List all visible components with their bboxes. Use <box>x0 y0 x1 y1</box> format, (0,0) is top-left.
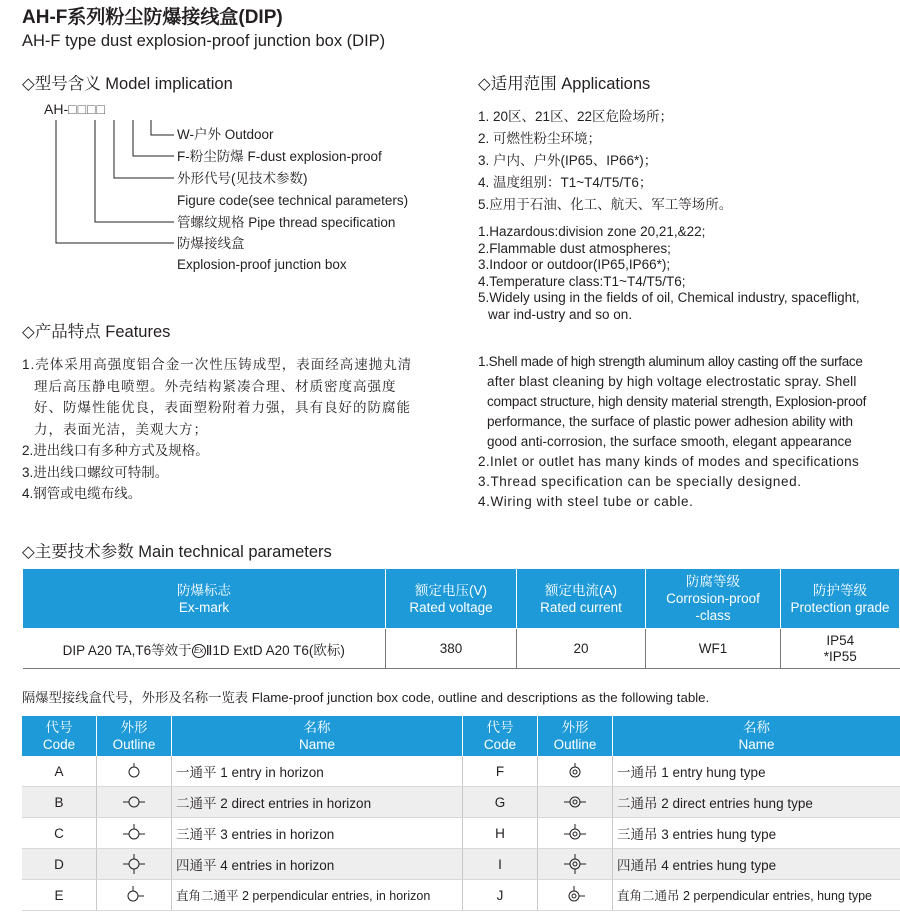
applications-cn-item: 5.应用于石油、化工、航天、军工等场所。 <box>478 197 733 212</box>
outline-cell <box>538 849 613 880</box>
page-subtitle: AH-F type dust explosion-proof junction box (DIP) <box>22 32 386 50</box>
perpendicular-hung-icon <box>564 885 586 905</box>
name-cell: 一通吊 1 entry hung type <box>613 756 900 787</box>
name-cell: 直角二通吊 2 perpendicular entries, hung type <box>613 880 900 911</box>
applications-cn-item: 4. 温度组别：T1~T4/T5/T6； <box>478 175 653 190</box>
features-cn-item: 1.壳体采用高强度铝合金一次性压铸成型，表面经高速抛丸清理后高压静电喷塑。外壳结构紧凑合理、材质密度高强度好、防爆性能优良，表面塑粉附着力强，具有良好的防腐能力，表面光洁，美观大方； <box>22 357 413 437</box>
applications-cn-list <box>478 106 732 216</box>
features-en-item: 3.Thread specification can be specially designed. <box>478 474 802 489</box>
code-cell: H <box>463 818 538 849</box>
one-way-horizontal-icon <box>123 762 145 780</box>
model-connector-lines <box>40 118 180 268</box>
outline-cell <box>538 880 613 911</box>
features-cn-list <box>22 354 414 505</box>
code-header: 代号 Code <box>22 716 97 756</box>
params-header-corrosion: 防腐等级 Corrosion-proof -class <box>646 569 781 629</box>
params-corrosion-value: WF1 <box>646 629 781 669</box>
code-cell: C <box>22 818 97 849</box>
outline-cell <box>538 787 613 818</box>
applications-cn-item: 3. 户内、户外(IP65、IP66*)； <box>478 153 658 168</box>
model-item-box-en: Explosion-proof junction box <box>177 257 347 272</box>
outline-cell <box>538 756 613 787</box>
applications-cn-item: 1. 20区、21区、22区危险场所； <box>478 109 674 124</box>
code-cell: D <box>22 849 97 880</box>
code-cell: G <box>463 787 538 818</box>
outline-cell <box>97 787 172 818</box>
model-code <box>44 101 106 117</box>
name-header: 名称 Name <box>613 716 900 756</box>
params-header-voltage: 额定电压(V) Rated voltage <box>386 569 517 629</box>
outline-table <box>22 716 900 911</box>
name-cell: 三通吊 3 entries hung type <box>613 818 900 849</box>
params-table <box>22 568 900 669</box>
params-header-protection: 防护等级 Protection grade <box>781 569 900 629</box>
outline-cell <box>97 756 172 787</box>
code-header: 代号 Code <box>463 716 538 756</box>
name-cell: 二通吊 2 direct entries hung type <box>613 787 900 818</box>
table-row <box>22 756 900 787</box>
features-en-item: 2.Inlet or outlet has many kinds of modes and specifications <box>478 454 860 469</box>
model-item-figure-cn: 外形代号(见技术参数) <box>177 171 308 186</box>
ex-symbol-icon: Ex <box>192 644 206 658</box>
outline-header: 外形 Outline <box>538 716 613 756</box>
params-exmark-value: DIP A20 TA,T6等效于 Ex Ⅱ1D ExtD A20 T6(欧标) <box>23 629 386 669</box>
applications-en-list <box>478 224 860 323</box>
table-row <box>22 880 900 911</box>
features-heading: ◇产品特点 Features <box>22 323 171 341</box>
one-way-hung-icon <box>564 762 586 780</box>
features-en-list <box>478 352 866 512</box>
outline-cell <box>538 818 613 849</box>
applications-cn-item: 2. 可燃性粉尘环境； <box>478 131 602 146</box>
code-cell: B <box>22 787 97 818</box>
params-voltage-value: 380 <box>386 629 517 669</box>
code-cell: F <box>463 756 538 787</box>
table-row <box>22 818 900 849</box>
four-way-horizontal-icon <box>122 853 146 875</box>
outline-cell <box>97 880 172 911</box>
model-heading: ◇型号含义 Model implication <box>22 75 233 93</box>
applications-en-item: war ind-ustry and so on. <box>488 306 633 322</box>
applications-en-item: 1.Hazardous:division zone 20,21,&22; <box>478 224 706 239</box>
model-code-boxes: □□□□ <box>68 101 106 117</box>
code-cell: J <box>463 880 538 911</box>
applications-en-item: 5.Widely using in the fields of oil, Chemical industry, spaceflight, <box>478 290 860 305</box>
features-cn-item: 4.钢管或电缆布线。 <box>22 486 142 501</box>
applications-en-item: 2.Flammable dust atmospheres; <box>478 240 671 256</box>
name-cell: 二通平 2 direct entries in horizon <box>172 787 463 818</box>
applications-en-item: 3.Indoor or outdoor(IP65,IP66*); <box>478 257 671 272</box>
features-en-item: compact structure, high density material strength, Explosion-proof <box>487 394 867 409</box>
features-en-item: good anti-corrosion, the surface smooth, elegant appearance <box>487 434 852 449</box>
code-cell: I <box>463 849 538 880</box>
model-item-box-cn: 防爆接线盒 <box>177 236 245 251</box>
page-title: AH-F系列粉尘防爆接线盒(DIP) <box>22 7 283 28</box>
outline-cell <box>97 818 172 849</box>
name-cell: 四通吊 4 entries hung type <box>613 849 900 880</box>
code-cell: E <box>22 880 97 911</box>
outline-table-caption: 隔爆型接线盒代号，外形及名称一览表 Flame-proof junction box code, outline and descriptions as the following table. <box>22 690 710 705</box>
table-row <box>22 787 900 818</box>
features-en-item: 1.Shell made of high strength aluminum alloy casting off the surface <box>478 354 863 369</box>
three-way-horizontal-icon <box>122 823 146 843</box>
model-item-thread: 管螺纹规格 Pipe thread specification <box>177 215 396 230</box>
applications-en-item: 4.Temperature class:T1~T4/T5/T6; <box>478 273 686 289</box>
model-item-dust: F-粉尘防爆 F-dust explosion-proof <box>177 149 382 164</box>
name-cell: 直角二通平 2 perpendicular entries, in horizon <box>172 880 463 911</box>
features-en-item: 4.Wiring with steel tube or cable. <box>478 494 694 509</box>
params-current-value: 20 <box>517 629 646 669</box>
two-way-hung-icon <box>563 793 587 811</box>
name-header: 名称 Name <box>172 716 463 756</box>
code-cell: A <box>22 756 97 787</box>
outline-header: 外形 Outline <box>97 716 172 756</box>
model-item-figure-en: Figure code(see technical parameters) <box>177 193 409 208</box>
params-heading: ◇主要技术参数 Main technical parameters <box>22 543 332 561</box>
params-header-exmark: 防爆标志 Ex-mark <box>23 569 386 629</box>
model-code-prefix: AH- <box>44 101 69 117</box>
features-en-item: performance, the surface of plastic power adhesion ability with <box>487 414 853 429</box>
name-cell: 三通平 3 entries in horizon <box>172 818 463 849</box>
features-cn-item: 3.进出线口螺纹可特制。 <box>22 464 169 480</box>
params-protection-value: IP54 *IP55 <box>781 629 900 669</box>
perpendicular-horizontal-icon <box>123 885 145 905</box>
features-cn-item: 2.进出线口有多种方式及规格。 <box>22 443 209 458</box>
two-way-horizontal-icon <box>122 793 146 811</box>
name-cell: 四通平 4 entries in horizon <box>172 849 463 880</box>
applications-heading: ◇适用范围 Applications <box>478 75 651 93</box>
model-item-outdoor: W-户外 Outdoor <box>177 127 274 142</box>
name-cell: 一通平 1 entry in horizon <box>172 756 463 787</box>
params-header-current: 额定电流(A) Rated current <box>517 569 646 629</box>
four-way-hung-icon <box>563 853 587 875</box>
features-en-item: after blast cleaning by high voltage electrostatic spray. Shell <box>487 374 857 389</box>
table-row <box>22 849 900 880</box>
outline-cell <box>97 849 172 880</box>
three-way-hung-icon <box>563 823 587 843</box>
